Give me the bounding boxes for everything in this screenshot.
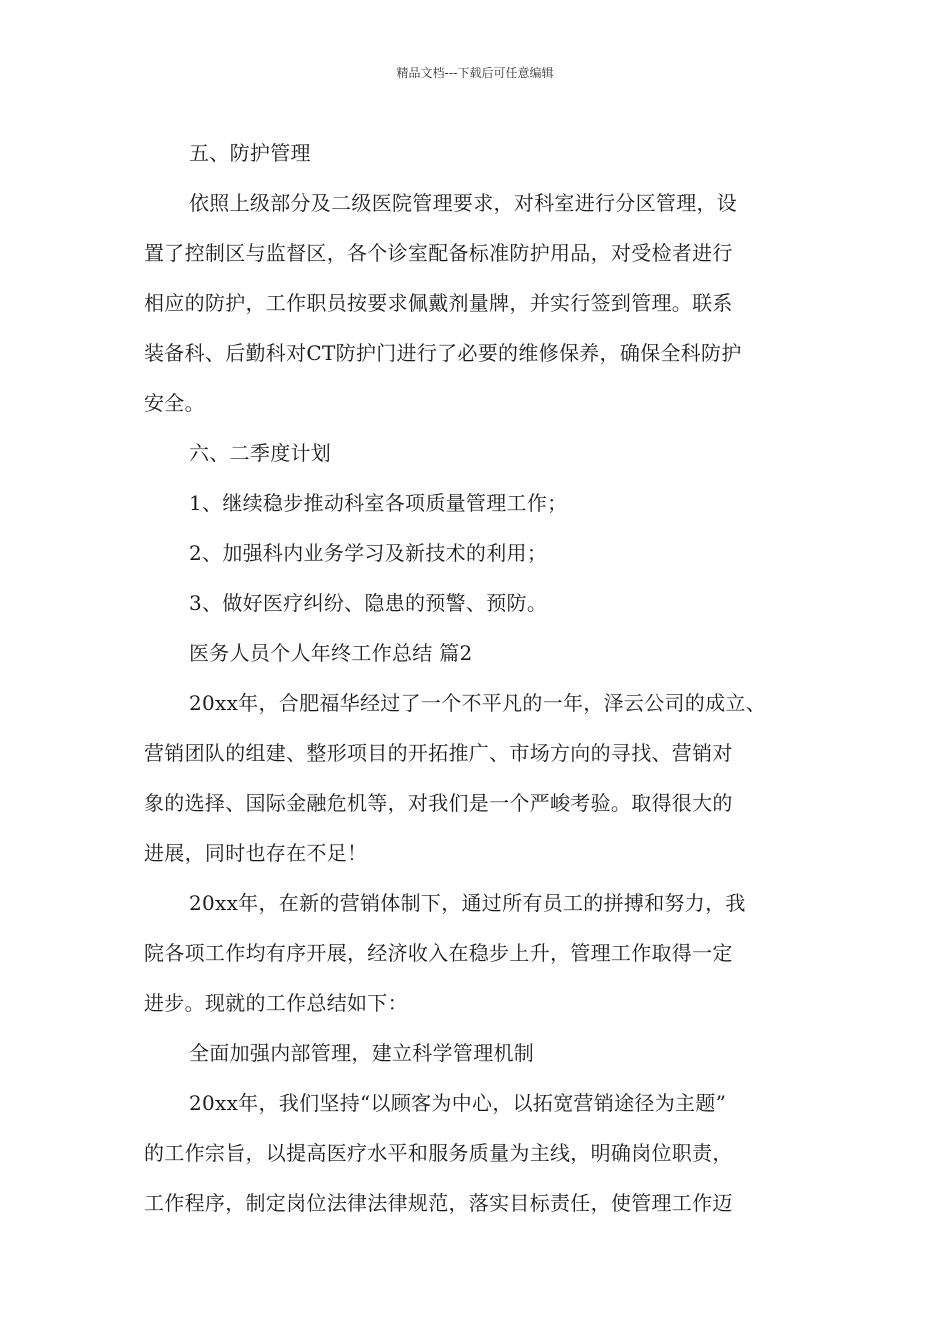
paragraph-line: 的工作宗旨，以提高医疗水平和服务质量为主线，明确岗位职责， — [144, 1141, 733, 1165]
paragraph-line: 20xx年，合肥福华经过了一个不平凡的一年，泽云公司的成立、 — [189, 691, 767, 715]
list-item: 2、加强科内业务学习及新技术的利用； — [189, 541, 548, 565]
paragraph-line: 工作程序，制定岗位法律法律规范，落实目标责任，使管理工作迈 — [144, 1191, 733, 1215]
document-body — [144, 128, 824, 1228]
paragraph-line: 营销团队的组建、整形项目的开拓推广、市场方向的寻找、营销对 — [144, 741, 733, 765]
paragraph-line: 20xx年，我们坚持“以顾客为中心，以拓宽营销途径为主题” — [189, 1091, 727, 1115]
paragraph-line: 象的选择、国际金融危机等，对我们是一个严峻考验。取得很大的 — [144, 791, 733, 815]
page-header: 精品文档---下载后可任意编辑 — [396, 66, 554, 80]
paragraph-line: 院各项工作均有序开展，经济收入在稳步上升，管理工作取得一定 — [144, 941, 733, 965]
list-item: 3、做好医疗纠纷、隐患的预警、预防。 — [189, 591, 548, 615]
paragraph-line: 依照上级部分及二级医院管理要求，对科室进行分区管理，设 — [189, 191, 738, 215]
paragraph-line: 进展，同时也存在不足！ — [144, 841, 368, 865]
paragraph-line: 相应的防护，工作职员按要求佩戴剂量牌，并实行签到管理。联系 — [144, 291, 733, 315]
paragraph-line: 装备科、后勤科对CT防护门进行了必要的维修保养，确保全科防护 — [144, 341, 742, 365]
section-heading: 六、二季度计划 — [189, 441, 332, 465]
section-heading: 五、防护管理 — [189, 141, 311, 165]
paragraph-line: 置了控制区与监督区，各个诊室配备标准防护用品，对受检者进行 — [144, 241, 733, 265]
paragraph-line: 安全。 — [144, 391, 205, 415]
list-item: 1、继续稳步推动科室各项质量管理工作； — [189, 491, 568, 515]
paragraph-line: 20xx年，在新的营销体制下，通过所有员工的拼搏和努力，我 — [189, 891, 746, 915]
article-title: 医务人员个人年终工作总结 篇2 — [189, 641, 473, 665]
paragraph-line: 进步。现就的工作总结如下： — [144, 991, 408, 1015]
section-heading: 全面加强内部管理，建立科学管理机制 — [189, 1041, 535, 1065]
